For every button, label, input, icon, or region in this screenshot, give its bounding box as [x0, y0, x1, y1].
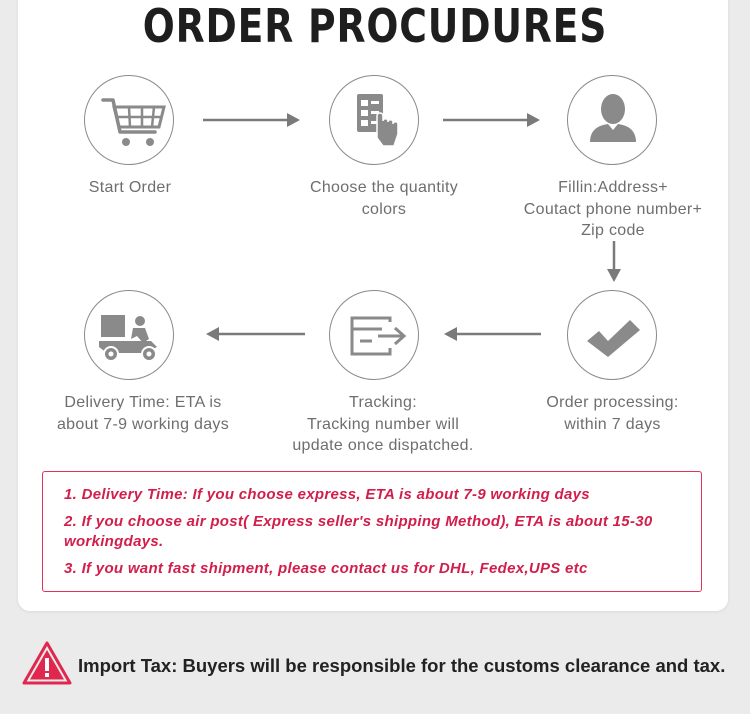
warning-icon — [22, 641, 72, 685]
step-order-processing — [567, 290, 657, 380]
arrow-left-icon — [205, 326, 305, 342]
page-title: ORDER PROCUDURES — [142, 0, 608, 53]
notice-line-air-post: 2. If you choose air post( Express seller's shipping Method), ETA is about 15-30 workingdays. — [64, 513, 653, 550]
step-tracking — [329, 290, 419, 380]
step-fill-in-address — [567, 75, 657, 165]
arrow-left-icon — [443, 326, 541, 342]
user-icon — [568, 76, 658, 166]
select-option-icon — [330, 76, 420, 166]
step-choose-quantity — [329, 75, 419, 165]
arrow-right-icon — [443, 112, 541, 128]
notice-line-delivery-time: 1. Delivery Time: If you choose express, ETA is about 7-9 working days — [64, 486, 590, 503]
step-label-delivery: Delivery Time: ETA is about 7-9 working days — [56, 394, 230, 433]
delivery-scooter-icon — [85, 291, 175, 381]
step-label-start-order: Start Order — [88, 179, 172, 196]
shipping-notice-box — [42, 471, 702, 592]
step-label-choose-quantity: Choose the quantity colors — [309, 179, 459, 218]
step-label-tracking: Tracking: Tracking number will update once dispatched. — [292, 394, 474, 454]
shopping-cart-icon — [85, 76, 175, 166]
step-start-order — [84, 75, 174, 165]
tracking-icon — [330, 291, 420, 381]
step-delivery — [84, 290, 174, 380]
checkmark-icon — [568, 291, 658, 381]
notice-line-fast-shipment: 3. If you want fast shipment, please contact us for DHL, Fedex,UPS etc — [64, 560, 588, 577]
import-tax-text: Import Tax: Buyers will be responsible for the customs clearance and tax. — [78, 655, 726, 676]
step-label-order-processing: Order processing: within 7 days — [546, 394, 679, 433]
step-label-fill-in-address: Fillin:Address+ Coutact phone number+ Zip code — [523, 179, 703, 239]
arrow-down-icon — [606, 241, 622, 283]
arrow-right-icon — [203, 112, 301, 128]
